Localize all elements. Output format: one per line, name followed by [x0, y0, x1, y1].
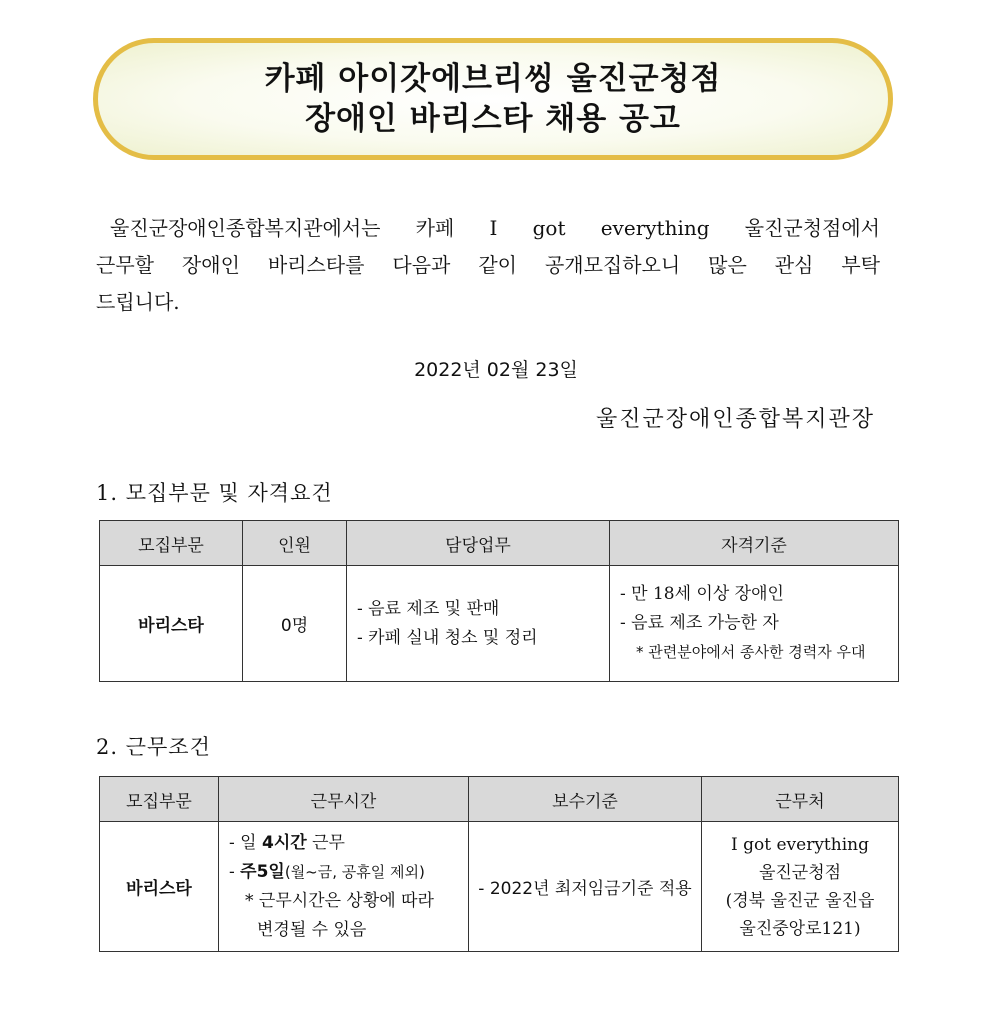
- duties-cell: [347, 566, 610, 682]
- hours-note-cont: 변경될 수 있음: [257, 919, 367, 940]
- intro-line-2: 근무할 장애인 바리스타를 다음과 같이 공개모집하오니 많은 관심 부탁: [96, 253, 880, 277]
- table-row: [100, 822, 899, 952]
- section-1-heading: 1. 모집부문 및 자격요건: [96, 481, 333, 505]
- location-line: 울진중앙로121): [739, 918, 861, 939]
- header-qualifications: 자격기준: [610, 521, 899, 566]
- intro-paragraph: [96, 210, 880, 321]
- hours-line: - 일 4시간 근무: [229, 832, 345, 853]
- table-row: [100, 566, 899, 682]
- section-2-heading: 2. 근무조건: [96, 735, 211, 759]
- conditions-table: [99, 776, 899, 952]
- qualification-note: * 관련분야에서 종사한 경력자 우대: [636, 643, 866, 661]
- announcement-date: 2022년 02월 23일: [414, 359, 578, 381]
- header-hours: 근무시간: [219, 777, 469, 822]
- hours-cell: [219, 822, 469, 952]
- location-line: (경북 울진군 울진읍: [725, 890, 875, 911]
- header-category: 모집부문: [100, 521, 243, 566]
- category-cell: 바리스타: [100, 566, 243, 682]
- intro-line-1: 울진군장애인종합복지관에서는 카페 I got everything 울진군청점에서: [110, 216, 880, 240]
- title-banner: [93, 38, 893, 160]
- header-category: 모집부문: [100, 777, 219, 822]
- qualification-item: - 만 18세 이상 장애인: [620, 584, 784, 604]
- pay-cell: - 2022년 최저임금기준 적용: [469, 822, 702, 952]
- location-cell: [702, 822, 899, 952]
- title-line-1: 카페 아이갓에브리씽 울진군청점: [264, 61, 722, 97]
- duty-item: - 카페 실내 청소 및 정리: [357, 627, 538, 648]
- header-pay: 보수기준: [469, 777, 702, 822]
- count-cell: 0명: [243, 566, 347, 682]
- signatory: 울진군장애인종합복지관장: [595, 407, 875, 432]
- table-header-row: [100, 521, 899, 566]
- category-cell: 바리스타: [100, 822, 219, 952]
- header-count: 인원: [243, 521, 347, 566]
- title-line-2: 장애인 바리스타 채용 공고: [305, 101, 681, 137]
- intro-line-3: 드립니다.: [96, 290, 180, 314]
- duty-item: - 음료 제조 및 판매: [357, 598, 500, 619]
- table-header-row: [100, 777, 899, 822]
- location-line: 울진군청점: [758, 862, 842, 883]
- header-duties: 담당업무: [347, 521, 610, 566]
- location-line: I got everything: [731, 834, 869, 855]
- hours-note: * 근무시간은 상황에 따라: [245, 890, 434, 911]
- header-location: 근무처: [702, 777, 899, 822]
- qualifications-cell: [610, 566, 899, 682]
- recruitment-table: [99, 520, 899, 682]
- qualification-item: - 음료 제조 가능한 자: [620, 613, 779, 633]
- days-line: - 주5일(월~금, 공휴일 제외): [229, 861, 425, 882]
